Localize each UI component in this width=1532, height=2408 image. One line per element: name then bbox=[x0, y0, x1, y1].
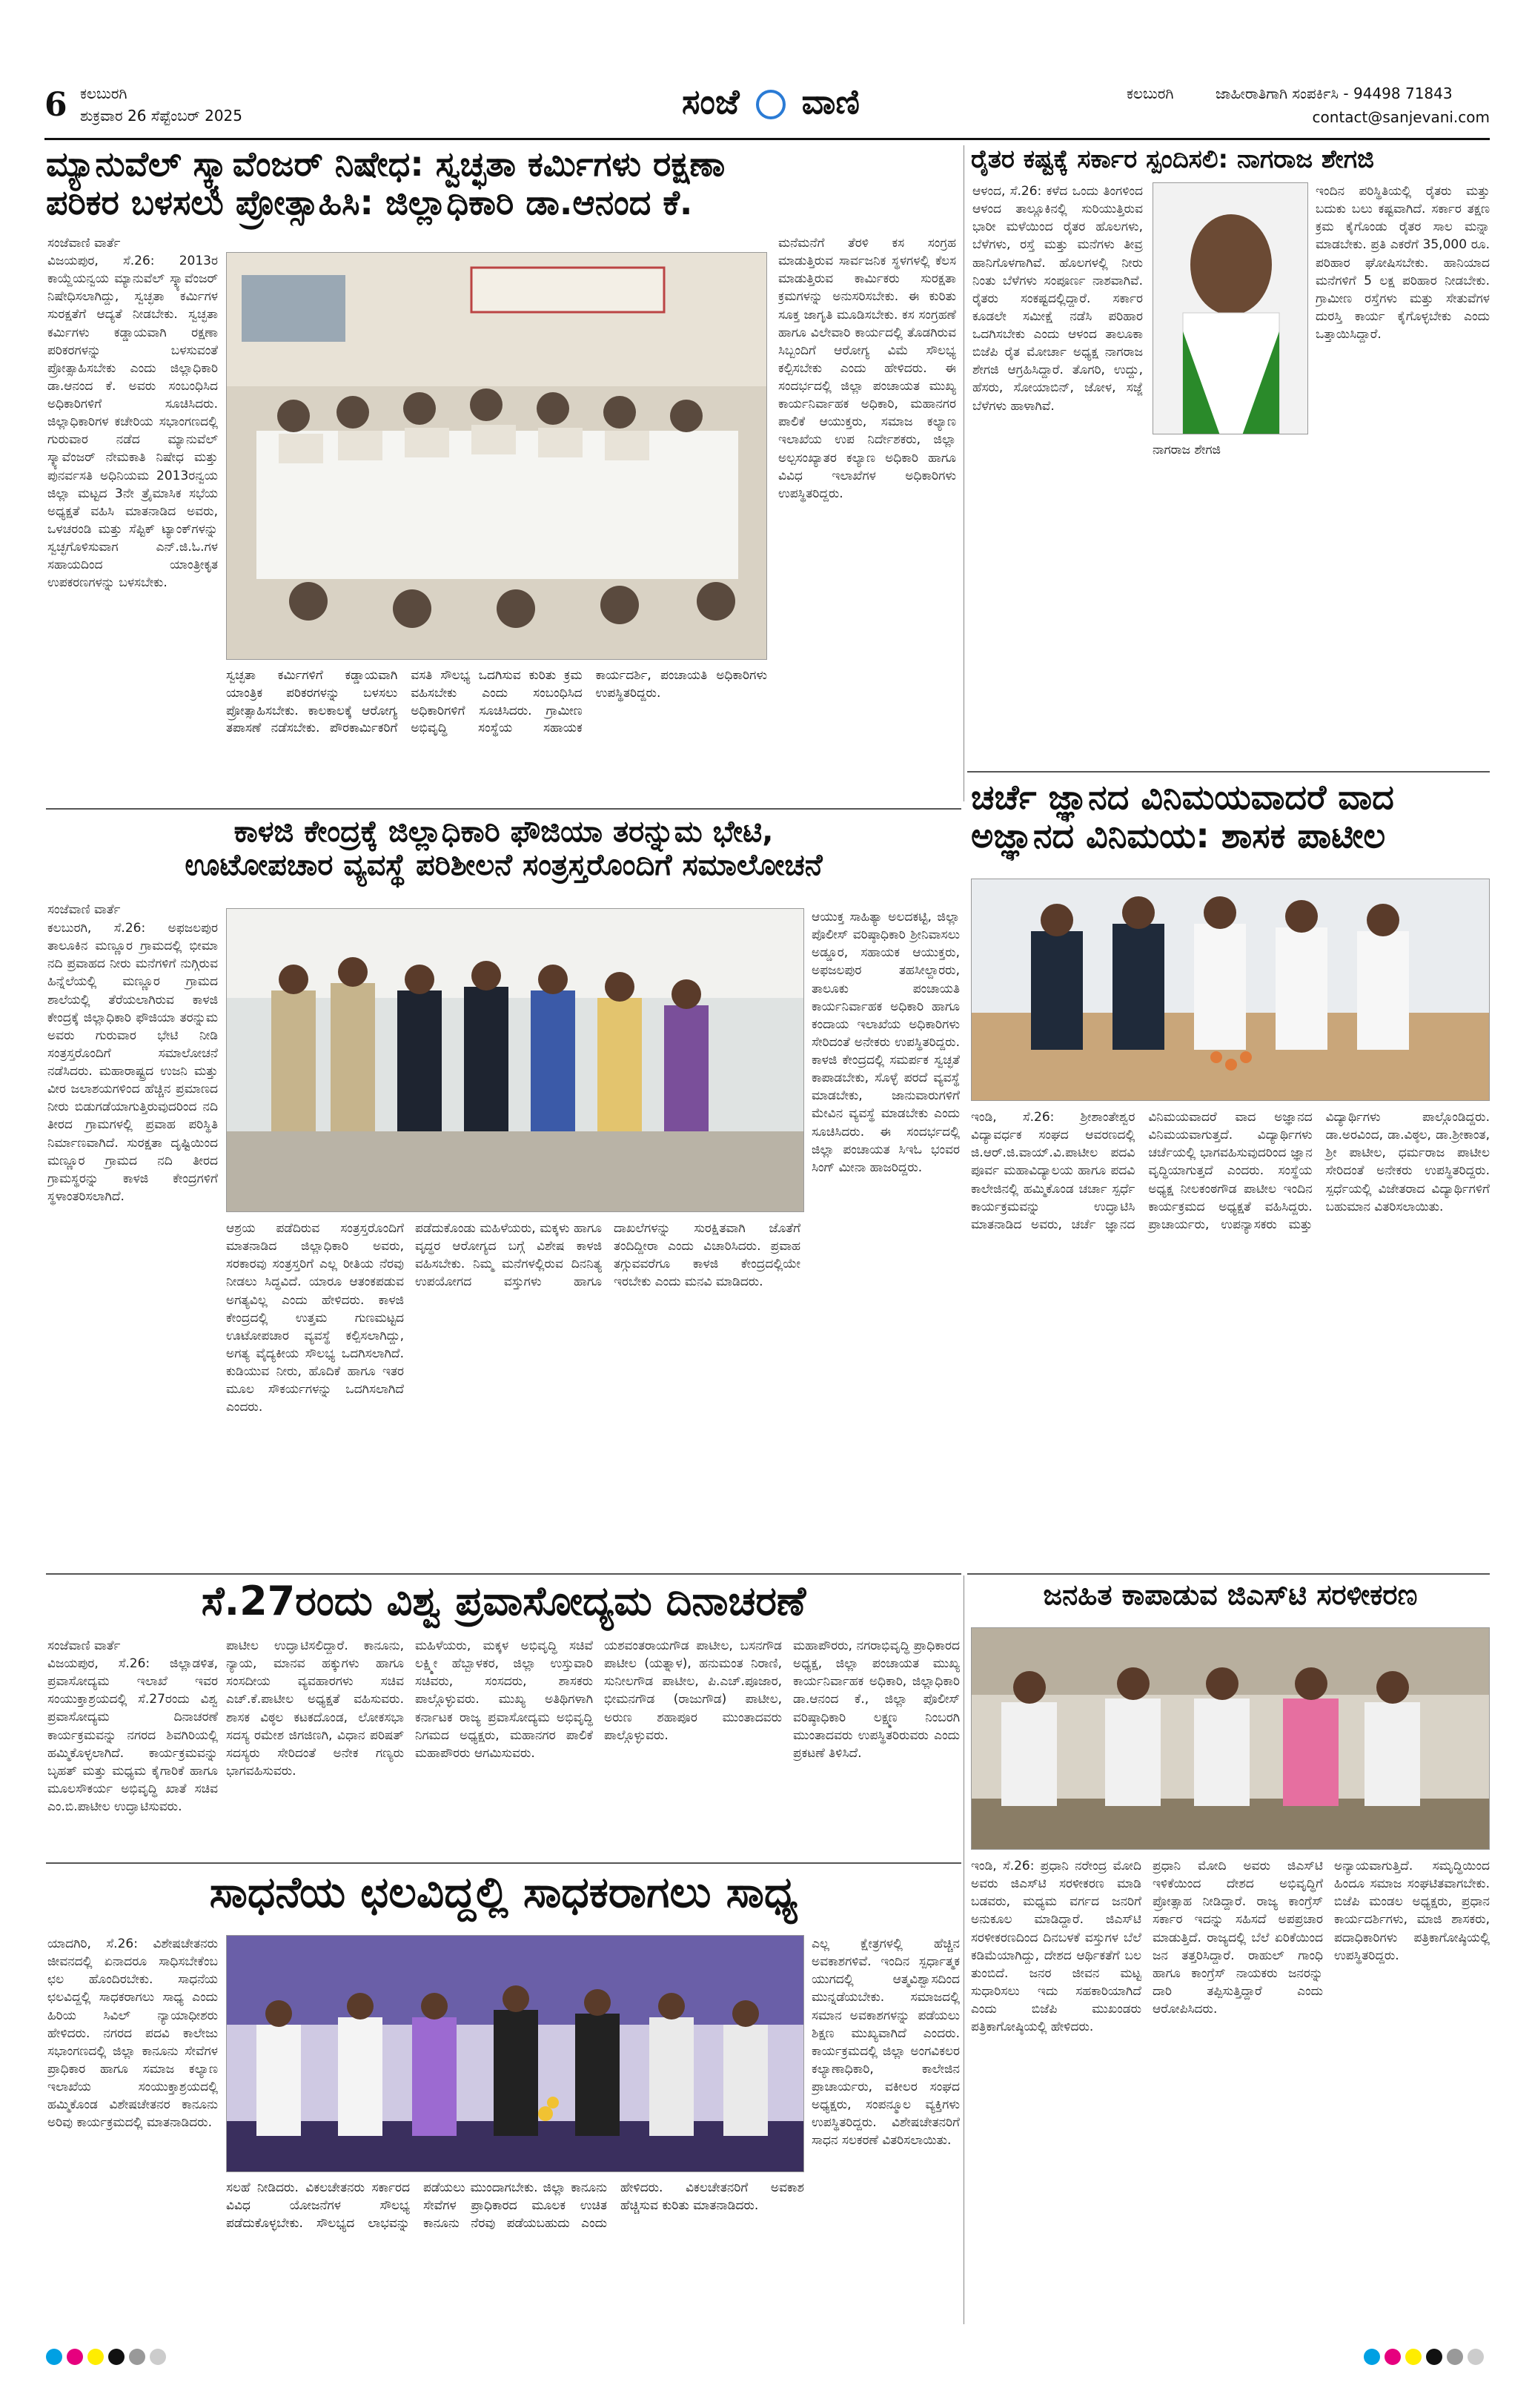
section-divider bbox=[967, 771, 1490, 773]
black-dot bbox=[1426, 2349, 1442, 2365]
photo-caption: ಸ್ವಚ್ಛತಾ ಕರ್ಮಿಗಳಿಗೆ ಕಡ್ಡಾಯವಾಗಿ ಯಾಂತ್ರಿಕ ಪರಿಕರಗಳನ್ನು ಬಳಸಲು ಪ್ರೋತ್ಸಾಹಿಸಬೇಕು. ಕಾಲಕಾಲಕ್ಕೆ ಆರೋಗ್ಯ ತಪಾಸಣೆ ನಡೆಸಬೇಕು. ಪೌರಕಾರ್ಮಿಕರಿಗೆ ವಸತಿ ಸೌಲಭ್ಯ ಒದಗಿಸುವ ಕುರಿತು ಕ್ರಮ ವಹಿಸಬೇಕು ಎಂದು ಸಂಬಂಧಿಸಿದ ಅಧಿಕಾರಿಗಳಿಗೆ ಸೂಚಿಸಿದರು. ಗ್ರಾಮೀಣ ಅಭಿವೃದ್ಧಿ ಸಂಸ್ಥೆಯ ಸಹಾಯಕ ಕಾರ್ಯದರ್ಶಿ, ಪಂಚಾಯತಿ ಅಧಿಕಾರಿಗಳು ಉಪಸ್ಥಿತರಿದ್ದರು. bbox=[226, 668, 767, 736]
article-body: ಯಶವಂತರಾಯಗೌಡ ಪಾಟೀಲ, ಬಸನಗೌಡ ಪಾಟೀಲ (ಯತ್ನಾಳ), ಹನುಮಂತ ನಿರಾಣಿ, ಸುನೀಲಗೌಡ ಪಾಟೀಲ, ಪಿ.ಎಚ್.ಪೂಜಾರ, ಭೀಮನಗೌಡ (ರಾಜುಗೌಡ) ಪಾಟೀಲ, ಅರುಣ ಶಹಾಪೂರ ಮುಂತಾದವರು ಪಾಲ್ಗೊಳ್ಳುವರು. bbox=[604, 1638, 782, 1743]
press-meet-image bbox=[972, 1628, 1490, 1850]
article-body: ಮಹಾಪೌರರು, ನಗರಾಭಿವೃದ್ಧಿ ಪ್ರಾಧಿಕಾರದ ಅಧ್ಯಕ್ಷ, ಜಿಲ್ಲಾ ಪಂಚಾಯತ ಮುಖ್ಯ ಕಾರ್ಯನಿರ್ವಾಹಕ ಅಧಿಕಾರಿ, ಜಿಲ್ಲಾಧಿಕಾರಿ ಡಾ.ಆನಂದ ಕೆ., ಜಿಲ್ಲಾ ಪೊಲೀಸ್ ವರಿಷ್ಠಾಧಿಕಾರಿ ಲಕ್ಷ್ಮಣ ನಿಂಬರಗಿ ಮುಂತಾದವರು ಉಪಸ್ಥಿತರಿರುವರು ಎಂದು ಪ್ರಕಟಣೆ ತಿಳಿಸಿದೆ. bbox=[793, 1638, 960, 1761]
relief-centre-image bbox=[227, 909, 804, 1212]
article-headline: ರೈತರ ಕಷ್ಟಕ್ಕೆ ಸರ್ಕಾರ ಸ್ಪಂದಿಸಲಿ: ನಾಗರಾಜ ಶೇಗಜಿ bbox=[971, 145, 1374, 174]
light-grey-dot bbox=[150, 2349, 166, 2365]
light-grey-dot bbox=[1468, 2349, 1484, 2365]
grey-dot bbox=[129, 2349, 145, 2365]
color-registration-marks bbox=[1364, 2349, 1484, 2365]
article-body: ಮಹಿಳೆಯರು, ಮಕ್ಕಳ ಅಭಿವೃದ್ಧಿ ಸಚಿವೆ ಲಕ್ಷ್ಮೀ ಹೆಬ್ಬಾಳಕರ, ಜಿಲ್ಲಾ ಉಸ್ತುವಾರಿ ಸಚಿವರು, ಸಂಸದರು, ಶಾಸಕರು ಪಾಲ್ಗೊಳ್ಳುವರು. ಮುಖ್ಯ ಅತಿಥಿಗಳಾಗಿ ಕರ್ನಾಟಕ ರಾಜ್ಯ ಪ್ರವಾಸೋದ್ಯಮ ಅಭಿವೃದ್ಧಿ ನಿಗಮದ ಅಧ್ಯಕ್ಷರು, ಮಹಾನಗರ ಪಾಲಿಕೆ ಮಹಾಪೌರರು ಆಗಮಿಸುವರು. bbox=[415, 1638, 593, 1761]
article-body: ಪಾಟೀಲ ಉದ್ಘಾಟಿಸಲಿದ್ದಾರೆ. ಕಾನೂನು, ನ್ಯಾಯ, ಮಾನವ ಹಕ್ಕುಗಳು ಹಾಗೂ ಸಂಸದೀಯ ವ್ಯವಹಾರಗಳು ಸಚಿವ ಎಚ್.ಕೆ.ಪಾಟೀಲ ಅಧ್ಯಕ್ಷತೆ ವಹಿಸುವರು. ಶಾಸಕ ವಿಠ್ಠಲ ಕಟಕದೊಂಡ, ಲೋಕಸಭಾ ಸದಸ್ಯ ರಮೇಶ ಜಿಗಜಿಣಗಿ, ವಿಧಾನ ಪರಿಷತ್ ಸದಸ್ಯರು ಸೇರಿದಂತೆ ಅನೇಕ ಗಣ್ಯರು ಭಾಗವಹಿಸುವರು. bbox=[226, 1638, 404, 1779]
article-body: ಎಲ್ಲ ಕ್ಷೇತ್ರಗಳಲ್ಲಿ ಹೆಚ್ಚಿನ ಅವಕಾಶಗಳಿವೆ. ಇಂದಿನ ಸ್ಪರ್ಧಾತ್ಮಕ ಯುಗದಲ್ಲಿ ಆತ್ಮವಿಶ್ವಾಸದಿಂದ ಮುನ್ನಡೆಯಬೇಕು. ಸಮಾಜದಲ್ಲಿ ಸಮಾನ ಅವಕಾಶಗಳನ್ನು ಪಡೆಯಲು ಶಿಕ್ಷಣ ಮುಖ್ಯವಾಗಿದೆ ಎಂದರು. ಕಾರ್ಯಕ್ರಮದಲ್ಲಿ ಜಿಲ್ಲಾ ಅಂಗವಿಕಲರ ಕಲ್ಯಾಣಾಧಿಕಾರಿ, ಕಾಲೇಜಿನ ಪ್ರಾಚಾರ್ಯರು, ವಕೀಲರ ಸಂಘದ ಅಧ್ಯಕ್ಷರು, ಸಂಪನ್ಮೂಲ ವ್ಯಕ್ತಿಗಳು ಉಪಸ್ಥಿತರಿದ್ದರು. ವಿಶೇಷಚೇತನರಿಗೆ ಸಾಧನ ಸಲಕರಣೆ ವಿತರಿಸಲಾಯಿತು. bbox=[812, 1936, 960, 2149]
award-photo-image bbox=[227, 1936, 804, 2172]
article-byline: ಸಂಜೆವಾಣಿ ವಾರ್ತೆ bbox=[47, 902, 121, 917]
article-body: ಆಯುಕ್ತ ಸಾಹಿತ್ಯಾ ಅಲದಕಟ್ಟಿ, ಜಿಲ್ಲಾ ಪೊಲೀಸ್ ವರಿಷ್ಠಾಧಿಕಾರಿ ಶ್ರೀನಿವಾಸಲು ಅಡ್ಡೂರ, ಸಹಾಯಕ ಆಯುಕ್ತರು, ಅಫಜಲಪುರ ತಹಸೀಲ್ದಾರರು, ತಾಲೂಕು ಪಂಚಾಯತಿ ಕಾರ್ಯನಿರ್ವಾಹಕ ಅಧಿಕಾರಿ ಹಾಗೂ ಕಂದಾಯ ಇಲಾಖೆಯ ಅಧಿಕಾರಿಗಳು ಸೇರಿದಂತೆ ಅನೇಕರು ಉಪಸ್ಥಿತರಿದ್ದರು. ಕಾಳಜಿ ಕೇಂದ್ರದಲ್ಲಿ ಸಮರ್ಪಕ ಸ್ವಚ್ಛತೆ ಕಾಪಾಡಬೇಕು, ಸೊಳ್ಳೆ ಪರದೆ ವ್ಯವಸ್ಥೆ ಮಾಡಬೇಕು, ಜಾನುವಾರುಗಳಿಗೆ ಮೇವಿನ ವ್ಯವಸ್ಥೆ ಮಾಡಬೇಕು ಎಂದು ಸೂಚಿಸಿದರು. ಈ ಸಂದರ್ಭದಲ್ಲಿ ಜಿಲ್ಲಾ ಪಂಚಾಯತ ಸಿಇಓ ಭಂವರ ಸಿಂಗ್ ಮೀನಾ ಹಾಜರಿದ್ದರು. bbox=[812, 910, 960, 1175]
masthead-rule bbox=[44, 138, 1490, 140]
article-body: ಆಳಂದ, ಸೆ.26: ಕಳೆದ ಒಂದು ತಿಂಗಳಿಂದ ಆಳಂದ ತಾಲ್ಲೂಕಿನಲ್ಲಿ ಸುರಿಯುತ್ತಿರುವ ಭಾರೀ ಮಳೆಯಿಂದ ರೈತರ ಹೊಲಗಳು, ಬೆಳೆಗಳು, ರಸ್ತೆ ಮತ್ತು ಮನೆಗಳು ತೀವ್ರ ಹಾನಿಗೊಳಗಾಗಿವೆ. ಹೊಲಗಳಲ್ಲಿ ನೀರು ನಿಂತು ಬೆಳೆಗಳು ಸಂಪೂರ್ಣ ನಾಶವಾಗಿವೆ. ರೈತರು ಸಂಕಷ್ಟದಲ್ಲಿದ್ದಾರೆ. ಸರ್ಕಾರ ಕೂಡಲೇ ಸಮೀಕ್ಷೆ ನಡೆಸಿ ಪರಿಹಾರ ಒದಗಿಸಬೇಕು ಎಂದು ಆಳಂದ ತಾಲೂಕಾ ಬಿಜೆಪಿ ರೈತ ಮೋರ್ಚಾ ಅಧ್ಯಕ್ಷ ನಾಗರಾಜ ಶೇಗಜಿ ಆಗ್ರಹಿಸಿದ್ದಾರೆ. ತೊಗರಿ, ಉದ್ದು, ಹೆಸರು, ಸೋಯಾಬಿನ್, ಜೋಳ, ಸಜ್ಜೆ ಬೆಳೆಗಳು ಹಾಳಾಗಿವೆ. bbox=[972, 184, 1143, 414]
yellow-dot bbox=[87, 2349, 104, 2365]
portrait-image bbox=[1153, 183, 1308, 434]
article-body: ಅನ್ಯಾಯವಾಗುತ್ತಿದೆ. ಸಮೃದ್ಧಿಯಿಂದ ಹಿಂದೂ ಸಮಾಜ ಸಂಘಟಿತವಾಗಬೇಕು. ಬಿಜೆಪಿ ಮಂಡಲ ಅಧ್ಯಕ್ಷರು, ಪ್ರಧಾನ ಕಾರ್ಯದರ್ಶಿಗಳು, ಮಾಜಿ ಶಾಸಕರು, ಪದಾಧಿಕಾರಿಗಳು ಪತ್ರಿಕಾಗೋಷ್ಠಿಯಲ್ಲಿ ಉಪಸ್ಥಿತರಿದ್ದರು. bbox=[1334, 1859, 1490, 1963]
section-divider bbox=[967, 1573, 1490, 1575]
portrait-photo bbox=[1153, 182, 1308, 434]
color-registration-marks bbox=[46, 2349, 166, 2365]
masthead bbox=[44, 82, 1490, 141]
cyan-dot bbox=[1364, 2349, 1380, 2365]
photo-caption: ನಾಗರಾಜ ಶೇಗಜಿ bbox=[1153, 443, 1221, 457]
event-photo-image bbox=[972, 879, 1490, 1101]
black-dot bbox=[108, 2349, 125, 2365]
section-divider bbox=[46, 1862, 961, 1864]
article-body: ಇಂಡಿ, ಸೆ.26: ಶ್ರೀಶಾಂತೇಶ್ವರ ವಿದ್ಯಾವರ್ಧಕ ಸಂಘದ ಆವರಣದಲ್ಲಿ ಜಿ.ಆರ್.ಜಿ.ವಾಯ್.ವಿ.ಪಾಟೀಲ ಪದವಿ ಪೂರ್ವ ಮಹಾವಿದ್ಯಾಲಯ ಹಾಗೂ ಪದವಿ ಕಾಲೇಜಿನಲ್ಲಿ ಹಮ್ಮಿಕೊಂಡ ಚರ್ಚಾ ಸ್ಪರ್ಧೆ ಕಾರ್ಯಕ್ರಮವನ್ನು ಉದ್ಘಾಟಿಸಿ ಮಾತನಾಡಿದ ಅವರು, ಚರ್ಚೆ ಜ್ಞಾನದ ವಿನಿಮಯವಾದರೆ ವಾದ ಅಜ್ಞಾನದ ವಿನಿಮಯವಾಗುತ್ತದೆ. ವಿದ್ಯಾರ್ಥಿಗಳು ಚರ್ಚೆಯಲ್ಲಿ ಭಾಗವಹಿಸುವುದರಿಂದ ಜ್ಞಾನ ವೃದ್ಧಿಯಾಗುತ್ತದೆ ಎಂದರು. ಸಂಸ್ಥೆಯ ಅಧ್ಯಕ್ಷ ನೀಲಕಂಠಗೌಡ ಪಾಟೀಲ ಇಂದಿನ ಕಾರ್ಯಕ್ರಮದ ಅಧ್ಯಕ್ಷತೆ ವಹಿಸಿದ್ದರು. ಪ್ರಾಚಾರ್ಯರು, ಉಪನ್ಯಾಸಕರು ಮತ್ತು ವಿದ್ಯಾರ್ಥಿಗಳು ಪಾಲ್ಗೊಂಡಿದ್ದರು. ಡಾ.ಅರವಿಂದ, ಡಾ.ವಿಠ್ಠಲ, ಡಾ.ಶ್ರೀಕಾಂತ, ಶ್ರೀ ಪಾಟೀಲ, ಧರ್ಮರಾಜ ಪಾಟೀಲ ಸೇರಿದಂತೆ ಅನೇಕರು ಉಪಸ್ಥಿತರಿದ್ದರು. ಸ್ಪರ್ಧೆಯಲ್ಲಿ ವಿಜೇತರಾದ ವಿದ್ಯಾರ್ಥಿಗಳಿಗೆ ಬಹುಮಾನ ವಿತರಿಸಲಾಯಿತು. bbox=[971, 1110, 1490, 1232]
article-body: ವಿಜಯಪುರ, ಸೆ.26: 2013ರ ಕಾಯ್ದೆಯನ್ವಯ ಮ್ಯಾನುವೆಲ್ ಸ್ಕ್ಯಾವೆಂಜರ್ ನಿಷೇಧಿಸಲಾಗಿದ್ದು, ಸ್ವಚ್ಛತಾ ಕರ್ಮಿಗಳ ಸುರಕ್ಷತೆಗೆ ಆದ್ಯತೆ ನೀಡಬೇಕು. ಸ್ವಚ್ಛತಾ ಕರ್ಮಿಗಳು ಕಡ್ಡಾಯವಾಗಿ ರಕ್ಷಣಾ ಪರಿಕರಗಳನ್ನು ಬಳಸುವಂತೆ ಪ್ರೋತ್ಸಾಹಿಸಬೇಕು ಎಂದು ಜಿಲ್ಲಾಧಿಕಾರಿ ಡಾ.ಆನಂದ ಕೆ. ಅವರು ಸಂಬಂಧಿಸಿದ ಅಧಿಕಾರಿಗಳಿಗೆ ಸೂಚಿಸಿದರು. ಜಿಲ್ಲಾಧಿಕಾರಿಗಳ ಕಚೇರಿಯ ಸಭಾಂಗಣದಲ್ಲಿ ಗುರುವಾರ ನಡೆದ ಮ್ಯಾನುವೆಲ್ ಸ್ಕ್ಯಾವೆಂಜರ್ ನೇಮಕಾತಿ ನಿಷೇಧ ಮತ್ತು ಪುನರ್ವಸತಿ ಅಧಿನಿಯಮ 2013ರನ್ವಯ ಜಿಲ್ಲಾ ಮಟ್ಟದ 3ನೇ ತ್ರೈಮಾಸಿಕ ಸಭೆಯ ಅಧ್ಯಕ್ಷತೆ ವಹಿಸಿ ಮಾತನಾಡಿದ ಅವರು, ಒಳಚರಂಡಿ ಮತ್ತು ಸೆಪ್ಟಿಕ್ ಟ್ಯಾಂಕ್‌ಗಳನ್ನು ಸ್ವಚ್ಛಗೊಳಿಸುವಾಗ ಎನ್.ಜಿ.ಓ.ಗಳ ಸಹಾಯದಿಂದ ಯಾಂತ್ರೀಕೃತ ಉಪಕರಣಗಳನ್ನು ಬಳಸಬೇಕು. bbox=[47, 254, 218, 591]
section-divider bbox=[46, 1573, 961, 1575]
cyan-dot bbox=[46, 2349, 62, 2365]
newspaper-logo bbox=[563, 82, 978, 129]
article-body: ಕಲಬುರಗಿ, ಸೆ.26: ಅಫಜಲಪುರ ತಾಲೂಕಿನ ಮಣ್ಣೂರ ಗ್ರಾಮದಲ್ಲಿ ಭೀಮಾ ನದಿ ಪ್ರವಾಹದ ನೀರು ಮನೆಗಳಿಗೆ ನುಗ್ಗಿರುವ ಹಿನ್ನೆಲೆಯಲ್ಲಿ ಮಣ್ಣೂರ ಗ್ರಾಮದ ಶಾಲೆಯಲ್ಲಿ ತೆರೆಯಲಾಗಿರುವ ಕಾಳಜಿ ಕೇಂದ್ರಕ್ಕೆ ಜಿಲ್ಲಾಧಿಕಾರಿ ಫೌಜಿಯಾ ತರನ್ನುಮ ಅವರು ಗುರುವಾರ ಭೇಟಿ ನೀಡಿ ಸಂತ್ರಸ್ತರೊಂದಿಗೆ ಸಮಾಲೋಚನೆ ನಡೆಸಿದರು. ಮಹಾರಾಷ್ಟ್ರದ ಉಜನಿ ಮತ್ತು ವೀರ ಜಲಾಶಯಗಳಿಂದ ಹೆಚ್ಚಿನ ಪ್ರಮಾಣದ ನೀರು ಬಿಡುಗಡೆಯಾಗುತ್ತಿರುವುದರಿಂದ ನದಿ ತೀರದ ಗ್ರಾಮಗಳಲ್ಲಿ ಪ್ರವಾಹ ಪರಿಸ್ಥಿತಿ ನಿರ್ಮಾಣವಾಗಿದೆ. ಸುರಕ್ಷತಾ ದೃಷ್ಟಿಯಿಂದ ಮಣ್ಣೂರ ಗ್ರಾಮದ ನದಿ ತೀರದ ಗ್ರಾಮಸ್ಥರನ್ನು ಕಾಳಜಿ ಕೇಂದ್ರಗಳಿಗೆ ಸ್ಥಳಾಂತರಿಸಲಾಗಿದೆ. bbox=[47, 921, 218, 1204]
article-headline: ಸಾಧನೆಯ ಛಲವಿದ್ದಲ್ಲಿ ಸಾಧಕರಾಗಲು ಸಾಧ್ಯ bbox=[209, 1867, 798, 1917]
article-body: ಪಡೆದುಕೊಂಡು ಮಹಿಳೆಯರು, ಮಕ್ಕಳು ಹಾಗೂ ವೃದ್ಧರ ಆರೋಗ್ಯದ ಬಗ್ಗೆ ವಿಶೇಷ ಕಾಳಜಿ ವಹಿಸಬೇಕು. ನಿಮ್ಮ ಮನೆಗಳಲ್ಲಿರುವ ದಿನನಿತ್ಯ ಉಪಯೋಗದ ವಸ್ತುಗಳು ಹಾಗೂ ದಾಖಲೆಗಳನ್ನು ಸುರಕ್ಷಿತವಾಗಿ ಜೊತೆಗೆ ತಂದಿದ್ದೀರಾ ಎಂದು ವಿಚಾರಿಸಿದರು. ಪ್ರವಾಹ ತಗ್ಗುವವರೆಗೂ ಕಾಳಜಿ ಕೇಂದ್ರದಲ್ಲಿಯೇ ಇರಬೇಕು ಎಂದು ಮನವಿ ಮಾಡಿದರು. bbox=[415, 1221, 800, 1290]
article-headline: ಕಾಳಜಿ ಕೇಂದ್ರಕ್ಕೆ ಜಿಲ್ಲಾಧಿಕಾರಿ ಫೌಜಿಯಾ ತರನ್ನುಮ ಭೇಟಿ, ಊಟೋಪಚಾರ ವ್ಯವಸ್ಥೆ ಪರಿಶೀಲನೆ ಸಂತ್ರಸ್ತರೊಂದಿಗೆ ಸಮಾಲೋಚನೆ bbox=[185, 815, 823, 882]
page-number: 6 bbox=[44, 86, 67, 124]
masthead-date: ಶುಕ್ರವಾರ 26 ಸೆಪ್ಟೆಂಬರ್ 2025 bbox=[80, 107, 242, 125]
contact-email: contact@sanjevani.com bbox=[1312, 108, 1490, 126]
relief-centre-photo bbox=[226, 908, 804, 1212]
article-body: ಆಶ್ರಯ ಪಡೆದಿರುವ ಸಂತ್ರಸ್ತರೊಂದಿಗೆ ಮಾತನಾಡಿದ ಜಿಲ್ಲಾಧಿಕಾರಿ ಅವರು, ಸರಕಾರವು ಸಂತ್ರಸ್ತರಿಗೆ ಎಲ್ಲ ರೀತಿಯ ನೆರವು ನೀಡಲು ಸಿದ್ಧವಿದೆ. ಯಾರೂ ಆತಂಕಪಡುವ ಅಗತ್ಯವಿಲ್ಲ ಎಂದು ಹೇಳಿದರು. ಕಾಳಜಿ ಕೇಂದ್ರದಲ್ಲಿ ಉತ್ತಮ ಗುಣಮಟ್ಟದ ಊಟೋಪಚಾರ ವ್ಯವಸ್ಥೆ ಕಲ್ಪಿಸಲಾಗಿದ್ದು, ಅಗತ್ಯ ವೈದ್ಯಕೀಯ ಸೌಲಭ್ಯ ಒದಗಿಸಲಾಗಿದೆ. ಕುಡಿಯುವ ನೀರು, ಹೊದಿಕೆ ಹಾಗೂ ಇತರ ಮೂಲ ಸೌಕರ್ಯಗಳನ್ನು ಒದಗಿಸಲಾಗಿದೆ ಎಂದರು. bbox=[226, 1221, 404, 1415]
logo-circle-icon bbox=[756, 90, 786, 119]
article-body: ವಿಜಯಪುರ, ಸೆ.26: ಜಿಲ್ಲಾಡಳಿತ, ಪ್ರವಾಸೋದ್ಯಮ ಇಲಾಖೆ ಇವರ ಸಂಯುಕ್ತಾಶ್ರಯದಲ್ಲಿ ಸೆ.27ರಂದು ವಿಶ್ವ ಪ್ರವಾಸೋದ್ಯಮ ದಿನಾಚರಣೆ ಕಾರ್ಯಕ್ರಮವನ್ನು ನಗರದ ಶಿವಗಿರಿಯಲ್ಲಿ ಹಮ್ಮಿಕೊಳ್ಳಲಾಗಿದೆ. ಕಾರ್ಯಕ್ರಮವನ್ನು ಬೃಹತ್ ಮತ್ತು ಮಧ್ಯಮ ಕೈಗಾರಿಕೆ ಹಾಗೂ ಮೂಲಸೌಕರ್ಯ ಅಭಿವೃದ್ಧಿ ಖಾತೆ ಸಚಿವ ಎಂ.ಬಿ.ಪಾಟೀಲ ಉದ್ಘಾಟಿಸುವರು. bbox=[47, 1656, 218, 1814]
photo-caption: ಸಲಹೆ ನೀಡಿದರು. ವಿಕಲಚೇತನರು ಸರ್ಕಾರದ ವಿವಿಧ ಯೋಜನೆಗಳ ಸೌಲಭ್ಯ ಪಡೆದುಕೊಳ್ಳಬೇಕು. ಸೌಲಭ್ಯದ ಲಾಭವನ್ನು ಪಡೆಯಲು ಮುಂದಾಗಬೇಕು. ಜಿಲ್ಲಾ ಕಾನೂನು ಸೇವೆಗಳ ಪ್ರಾಧಿಕಾರದ ಮೂಲಕ ಉಚಿತ ಕಾನೂನು ನೆರವು ಪಡೆಯಬಹುದು ಎಂದು ಹೇಳಿದರು. ವಿಕಲಚೇತನರಿಗೆ ಅವಕಾಶ ಹೆಚ್ಚಿಸುವ ಕುರಿತು ಮಾತನಾಡಿದರು. bbox=[226, 2180, 804, 2231]
article-headline: ಚರ್ಚೆ ಜ್ಞಾನದ ವಿನಿಮಯವಾದರೆ ವಾದ ಅಜ್ಞಾನದ ವಿನಿಮಯ: ಶಾಸಕ ಪಾಟೀಲ bbox=[971, 777, 1394, 856]
article-body: ಇಂಡಿ, ಸೆ.26: ಪ್ರಧಾನಿ ನರೇಂದ್ರ ಮೋದಿ ಅವರು ಜಿಎಸ್‌ಟಿ ಸರಳೀಕರಣ ಮಾಡಿ ಬಡವರು, ಮಧ್ಯಮ ವರ್ಗದ ಜನರಿಗೆ ಅನುಕೂಲ ಮಾಡಿದ್ದಾರೆ. ಜಿಎಸ್‌ಟಿ ಸರಳೀಕರಣದಿಂದ ದಿನಬಳಕೆ ವಸ್ತುಗಳ ಬೆಲೆ ಕಡಿಮೆಯಾಗಿದ್ದು, ದೇಶದ ಆರ್ಥಿಕತೆಗೆ ಬಲ ತುಂಬಿದೆ. ಜನರ ಜೀವನ ಮಟ್ಟ ಸುಧಾರಿಸಲು ಇದು ಸಹಕಾರಿಯಾಗಿದೆ ಎಂದು ಬಿಜೆಪಿ ಮುಖಂಡರು ಪತ್ರಿಕಾಗೋಷ್ಠಿಯಲ್ಲಿ ಹೇಳಿದರು. bbox=[971, 1859, 1141, 2035]
meeting-photo bbox=[226, 252, 767, 660]
magenta-dot bbox=[1385, 2349, 1401, 2365]
article-body: ಪ್ರಧಾನಿ ಮೋದಿ ಅವರು ಜಿಎಸ್‌ಟಿ ಇಳಿಕೆಯಿಂದ ದೇಶದ ಅಭಿವೃದ್ಧಿಗೆ ಪ್ರೋತ್ಸಾಹ ನೀಡಿದ್ದಾರೆ. ರಾಜ್ಯ ಕಾಂಗ್ರೆಸ್ ಸರ್ಕಾರ ಇದನ್ನು ಸಹಿಸದೆ ಅಪಪ್ರಚಾರ ಮಾಡುತ್ತಿದೆ. ರಾಜ್ಯದಲ್ಲಿ ಬೆಲೆ ಏರಿಕೆಯಿಂದ ಜನ ತತ್ತರಿಸಿದ್ದಾರೆ. ರಾಹುಲ್ ಗಾಂಧಿ ಹಾಗೂ ಕಾಂಗ್ರೆಸ್ ನಾಯಕರು ಜನರನ್ನು ದಾರಿ ತಪ್ಪಿಸುತ್ತಿದ್ದಾರೆ ಎಂದು ಆರೋಪಿಸಿದರು. bbox=[1153, 1859, 1323, 2017]
article-body: ಇಂದಿನ ಪರಿಸ್ಥಿತಿಯಲ್ಲಿ ರೈತರು ಮತ್ತು ಬದುಕು ಬಲು ಕಷ್ಟವಾಗಿದೆ. ಸರ್ಕಾರ ತಕ್ಷಣ ಕ್ರಮ ಕೈಗೊಂಡು ರೈತರ ಸಾಲ ಮನ್ನಾ ಮಾಡಬೇಕು. ಪ್ರತಿ ಎಕರೆಗೆ 35,000 ರೂ. ಪರಿಹಾರ ಘೋಷಿಸಬೇಕು. ಹಾನಿಯಾದ ಮನೆಗಳಿಗೆ 5 ಲಕ್ಷ ಪರಿಹಾರ ನೀಡಬೇಕು. ಗ್ರಾಮೀಣ ರಸ್ತೆಗಳು ಮತ್ತು ಸೇತುವೆಗಳ ದುರಸ್ತಿ ಕಾರ್ಯ ಕೈಗೊಳ್ಳಬೇಕು ಎಂದು ಒತ್ತಾಯಿಸಿದ್ದಾರೆ. bbox=[1316, 184, 1490, 342]
article-headline: ಸೆ.27ರಂದು ವಿಶ್ವ ಪ್ರವಾಸೋದ್ಯಮ ದಿನಾಚರಣೆ bbox=[201, 1578, 806, 1624]
logo-left: ಸಂಜೆ bbox=[682, 82, 740, 122]
ad-contact: ಜಾಹೀರಾತಿಗಾಗಿ ಸಂಪರ್ಕಿಸಿ - 94498 71843 bbox=[1216, 85, 1453, 102]
grey-dot bbox=[1447, 2349, 1463, 2365]
masthead-right-city: ಕಲಬುರಗಿ bbox=[1127, 85, 1174, 102]
award-photo bbox=[226, 1935, 804, 2172]
article-body: ಮನೆಮನೆಗೆ ತೆರಳಿ ಕಸ ಸಂಗ್ರಹ ಮಾಡುತ್ತಿರುವ ಸಾರ್ವಜನಿಕ ಸ್ಥಳಗಳಲ್ಲಿ ಕೆಲಸ ಮಾಡುತ್ತಿರುವ ಕಾರ್ಮಿಕರು ಸುರಕ್ಷತಾ ಕ್ರಮಗಳನ್ನು ಅನುಸರಿಸಬೇಕು. ಈ ಕುರಿತು ಸೂಕ್ತ ಜಾಗೃತಿ ಮೂಡಿಸಬೇಕು. ಕಸ ಸಂಗ್ರಹಣೆ ಹಾಗೂ ವಿಲೇವಾರಿ ಕಾರ್ಯದಲ್ಲಿ ತೊಡಗಿರುವ ಸಿಬ್ಬಂದಿಗೆ ಆರೋಗ್ಯ ವಿಮೆ ಸೌಲಭ್ಯ ಕಲ್ಪಿಸಬೇಕು ಎಂದು ಹೇಳಿದರು. ಈ ಸಂದರ್ಭದಲ್ಲಿ ಜಿಲ್ಲಾ ಪಂಚಾಯತ ಮುಖ್ಯ ಕಾರ್ಯನಿರ್ವಾಹಕ ಅಧಿಕಾರಿ, ಮಹಾನಗರ ಪಾಲಿಕೆ ಆಯುಕ್ತರು, ಸಮಾಜ ಕಲ್ಯಾಣ ಇಲಾಖೆಯ ಉಪ ನಿರ್ದೇಶಕರು, ಜಿಲ್ಲಾ ಅಲ್ಪಸಂಖ್ಯಾತರ ಕಲ್ಯಾಣ ಅಧಿಕಾರಿ ಹಾಗೂ ವಿವಿಧ ಇಲಾಖೆಗಳ ಅಧಿಕಾರಿಗಳು ಉಪಸ್ಥಿತರಿದ್ದರು. bbox=[778, 236, 956, 501]
magenta-dot bbox=[67, 2349, 83, 2365]
article-byline: ಸಂಜೆವಾಣಿ ವಾರ್ತೆ bbox=[47, 236, 121, 251]
section-divider bbox=[46, 808, 961, 810]
meeting-photo-image bbox=[227, 253, 767, 660]
article-byline: ಸಂಜೆವಾಣಿ ವಾರ್ತೆ bbox=[47, 1638, 121, 1653]
yellow-dot bbox=[1405, 2349, 1422, 2365]
article-headline: ಮ್ಯಾನುವೆಲ್ ಸ್ಕ್ಯಾವೆಂಜರ್ ನಿಷೇಧ: ಸ್ವಚ್ಛತಾ ಕರ್ಮಿಗಳು ರಕ್ಷಣಾ ಪರಿಕರ ಬಳಸಲು ಪ್ರೋತ್ಸಾಹಿಸಿ: ಜಿಲ್ಲಾಧಿಕಾರಿ ಡಾ.ಆನಂದ ಕೆ. bbox=[46, 144, 726, 222]
logo-right: ವಾಣಿ bbox=[801, 82, 860, 122]
article-body: ಯಾದಗಿರಿ, ಸೆ.26: ವಿಶೇಷಚೇತನರು ಜೀವನದಲ್ಲಿ ಏನಾದರೂ ಸಾಧಿಸಬೇಕೆಂಬ ಛಲ ಹೊಂದಿರಬೇಕು. ಸಾಧನೆಯ ಛಲವಿದ್ದಲ್ಲಿ ಸಾಧಕರಾಗಲು ಸಾಧ್ಯ ಎಂದು ಹಿರಿಯ ಸಿವಿಲ್ ನ್ಯಾಯಾಧೀಶರು ಹೇಳಿದರು. ನಗರದ ಪದವಿ ಕಾಲೇಜು ಸಭಾಂಗಣದಲ್ಲಿ ಜಿಲ್ಲಾ ಕಾನೂನು ಸೇವೆಗಳ ಪ್ರಾಧಿಕಾರ ಹಾಗೂ ಸಮಾಜ ಕಲ್ಯಾಣ ಇಲಾಖೆಯ ಸಂಯುಕ್ತಾಶ್ರಯದಲ್ಲಿ ಹಮ್ಮಿಕೊಂಡ ವಿಶೇಷಚೇತನರ ಕಾನೂನು ಅರಿವು ಕಾರ್ಯಕ್ರಮದಲ್ಲಿ ಮಾತನಾಡಿದರು. bbox=[47, 1936, 218, 2131]
press-meet-photo bbox=[971, 1627, 1490, 1850]
masthead-city: ಕಲಬುರಗಿ bbox=[80, 85, 127, 102]
article-headline: ಜನಹಿತ ಕಾಪಾಡುವ ಜಿಎಸ್‌ಟಿ ಸರಳೀಕರಣ bbox=[1043, 1578, 1418, 1611]
event-photo bbox=[971, 879, 1490, 1101]
